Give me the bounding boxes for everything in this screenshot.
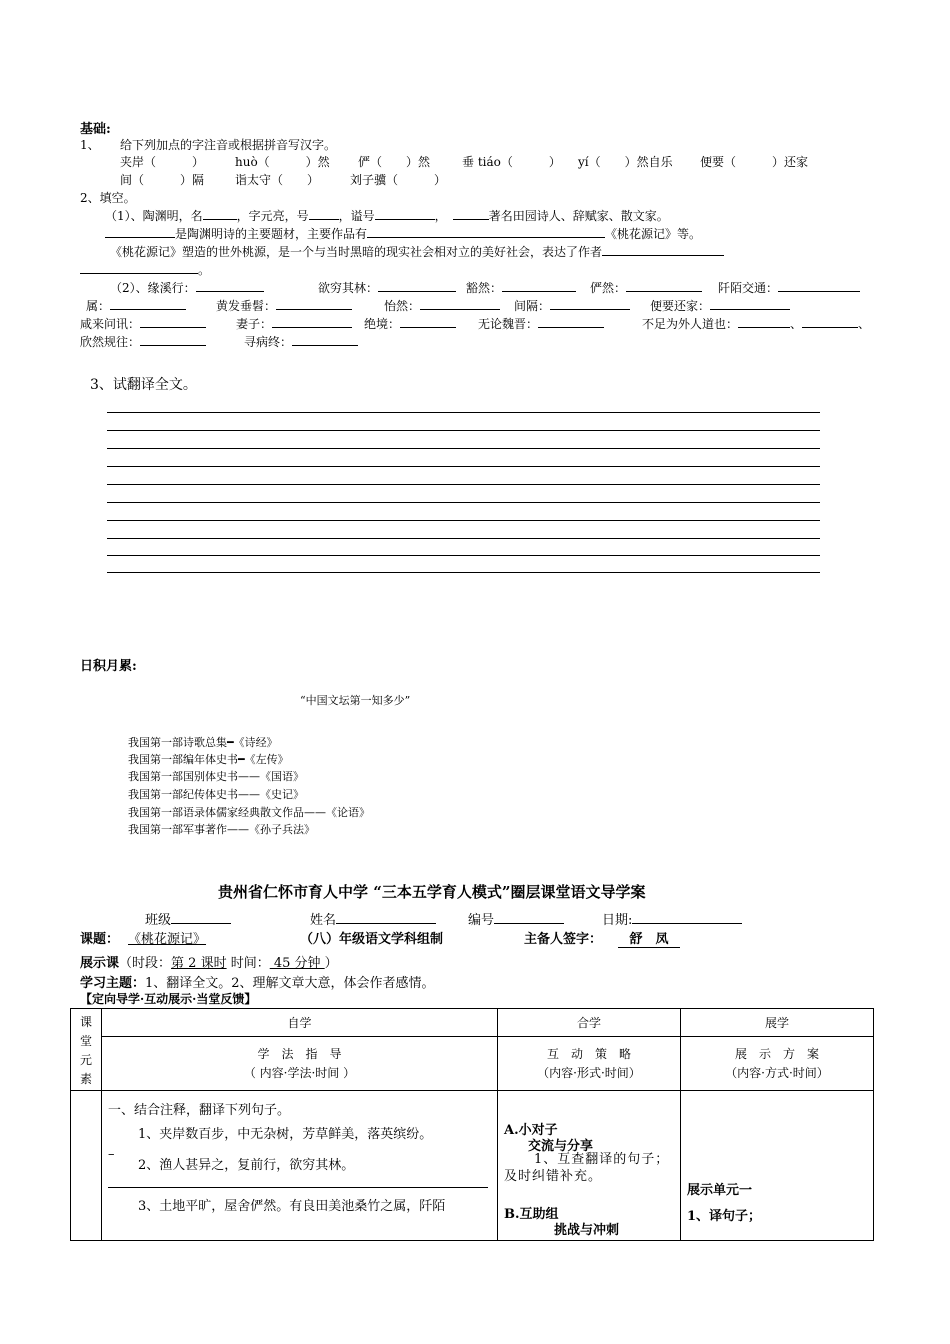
col-show-header: 展学	[681, 1009, 874, 1037]
self-content: 一、结合注释，翻译下列句子。 1、夹岸数百步，中无杂树，芳草鲜美，落英缤纷。 – 2、渔人甚异之，复前行，欲穷其林。 3、土地平旷，屋舍俨然。有良田美池桑竹之属，阡陌	[102, 1091, 498, 1241]
q2-word: 咸来问讯：	[80, 315, 206, 332]
col-coop-header: 合学	[498, 1009, 681, 1037]
answer-line	[107, 466, 820, 467]
answer-line	[107, 538, 820, 539]
answer-line	[107, 502, 820, 503]
q1-item: yí（ ）然自乐	[578, 155, 673, 169]
q2-word: 属：	[86, 297, 186, 314]
lesson-table	[70, 1008, 874, 1241]
side-label-cell: 课 堂 元 素	[71, 1009, 102, 1091]
q2-word: 不足为外人道也： 、 、	[642, 317, 871, 331]
q2-word: 俨然：	[590, 279, 702, 296]
topic-label: 课题：	[80, 932, 120, 947]
class-field: 班级	[145, 909, 231, 928]
list-item: 我国第一部诗歌总集━《诗经》	[128, 736, 278, 749]
list-item: 我国第一部军事著作——《孙子兵法》	[128, 823, 315, 836]
q1-item: 间（ ）隔	[120, 173, 205, 187]
guide-line: 【定向导学·互动展示·当堂反馈】	[80, 992, 257, 1006]
q2-word: 无论魏晋：	[478, 315, 604, 332]
q2-paragraph-2: 是陶渊明诗的主要题材，主要作品有 《桃花源记》等。	[105, 225, 701, 242]
signer-label: 主备人签字：	[524, 932, 603, 947]
q2-word: 阡陌交通：	[718, 279, 860, 296]
col-self-header: 自学	[102, 1009, 498, 1037]
list-item: 我国第一部纪传体史书——《史记》	[128, 788, 304, 801]
self-subheader: 学 法 指 导 （ 内容·学法·时间 ）	[102, 1037, 498, 1091]
q2-word: 便要还家：	[650, 297, 790, 314]
q2-paragraph-3: 《桃花源记》塑造的世外桃源，是一个与当时黑暗的现实社会相对立的美好社会，表达了作者	[110, 243, 724, 260]
q2-word: 间隔：	[514, 297, 630, 314]
q2-number: 2、填空。	[80, 191, 136, 205]
q2-word: 绝境：	[364, 315, 456, 332]
theme-line: 学习主题：1、翻译全文。2、理解文章大意，体会作者感情。	[80, 976, 435, 991]
answer-line	[107, 430, 820, 431]
q2-word: 黄发垂髫：	[216, 297, 352, 314]
empty-side-cell	[71, 1091, 102, 1241]
q1-item: 刘子骥（ ）	[350, 173, 447, 187]
list-item: 我国第一部编年体史书━《左传》	[128, 753, 289, 766]
q2-word: 豁然：	[466, 279, 576, 296]
q2-word: 欲穷其林：	[318, 279, 456, 296]
answer-line	[107, 555, 820, 556]
q1-item: 诣太守（ ）	[235, 173, 320, 187]
number-field: 编号	[468, 909, 564, 928]
q2-paragraph-1: （1）、陶渊明，名 ，字元亮，号 ，谥号 ， 著名田园诗人、辞赋家、散文家。	[105, 209, 669, 223]
q2-word: 妻子：	[236, 315, 352, 332]
accumulate-heading: 日积月累:	[80, 659, 137, 674]
group-label: （八）年级语文学科组制	[300, 932, 444, 947]
list-item: 我国第一部语录体儒家经典散文作品——《论语》	[128, 806, 370, 819]
q2-word: 怡然：	[384, 297, 500, 314]
list-item: 我国第一部国别体史书——《国语》	[128, 770, 304, 783]
coop-subheader: 互 动 策 略 （内容·形式·时间）	[498, 1037, 681, 1091]
date-field: 日期:	[602, 909, 742, 928]
answer-line	[107, 448, 820, 449]
q2-word: 寻病终：	[244, 333, 358, 350]
q1-instruction: 给下列加点的字注音或根据拼音写汉字。	[120, 138, 337, 152]
basics-heading: 基础:	[80, 122, 111, 137]
answer-line	[107, 412, 820, 413]
show-content: 展示单元一 1、译句子；	[681, 1091, 874, 1241]
signer-value: 舒 凤	[618, 928, 680, 948]
q2-word: （2）、缘溪行：	[110, 279, 264, 296]
coop-content: A.小对子 交流与分享 1、互查翻译的句子；及时纠错补充。 B.互助组 挑战与冲刺	[498, 1091, 681, 1241]
q1-item: 俨（ ）然	[358, 155, 431, 169]
q1-item: 夹岸（ ）	[120, 155, 205, 169]
show-subheader: 展 示 方 案 （内容·方式·时间）	[681, 1037, 874, 1091]
accumulate-subtitle: “中国文坛第一知多少”	[300, 694, 411, 707]
q2-word: 欣然规往：	[80, 333, 206, 350]
answer-line	[107, 484, 820, 485]
q3-heading: 3、试翻译全文。	[90, 377, 197, 393]
answer-line	[107, 520, 820, 521]
page-title: 贵州省仁怀市育人中学 “三本五学育人模式”圈层课堂语文导学案	[218, 883, 646, 901]
lesson-line: 展示课（时段：第 2 课时 时间： 45 分钟 ）	[80, 956, 338, 971]
q1-item: 垂 tiáo（ ）	[462, 155, 561, 169]
name-field: 姓名	[310, 909, 436, 928]
q1-number: 1、	[80, 138, 100, 152]
q1-item: huò（ ）然	[235, 155, 330, 169]
answer-line	[107, 572, 820, 573]
q2-paragraph-4: 。	[80, 261, 210, 278]
topic-value: 《桃花源记》	[128, 932, 207, 947]
q1-item: 便要（ ）还家	[700, 155, 809, 169]
